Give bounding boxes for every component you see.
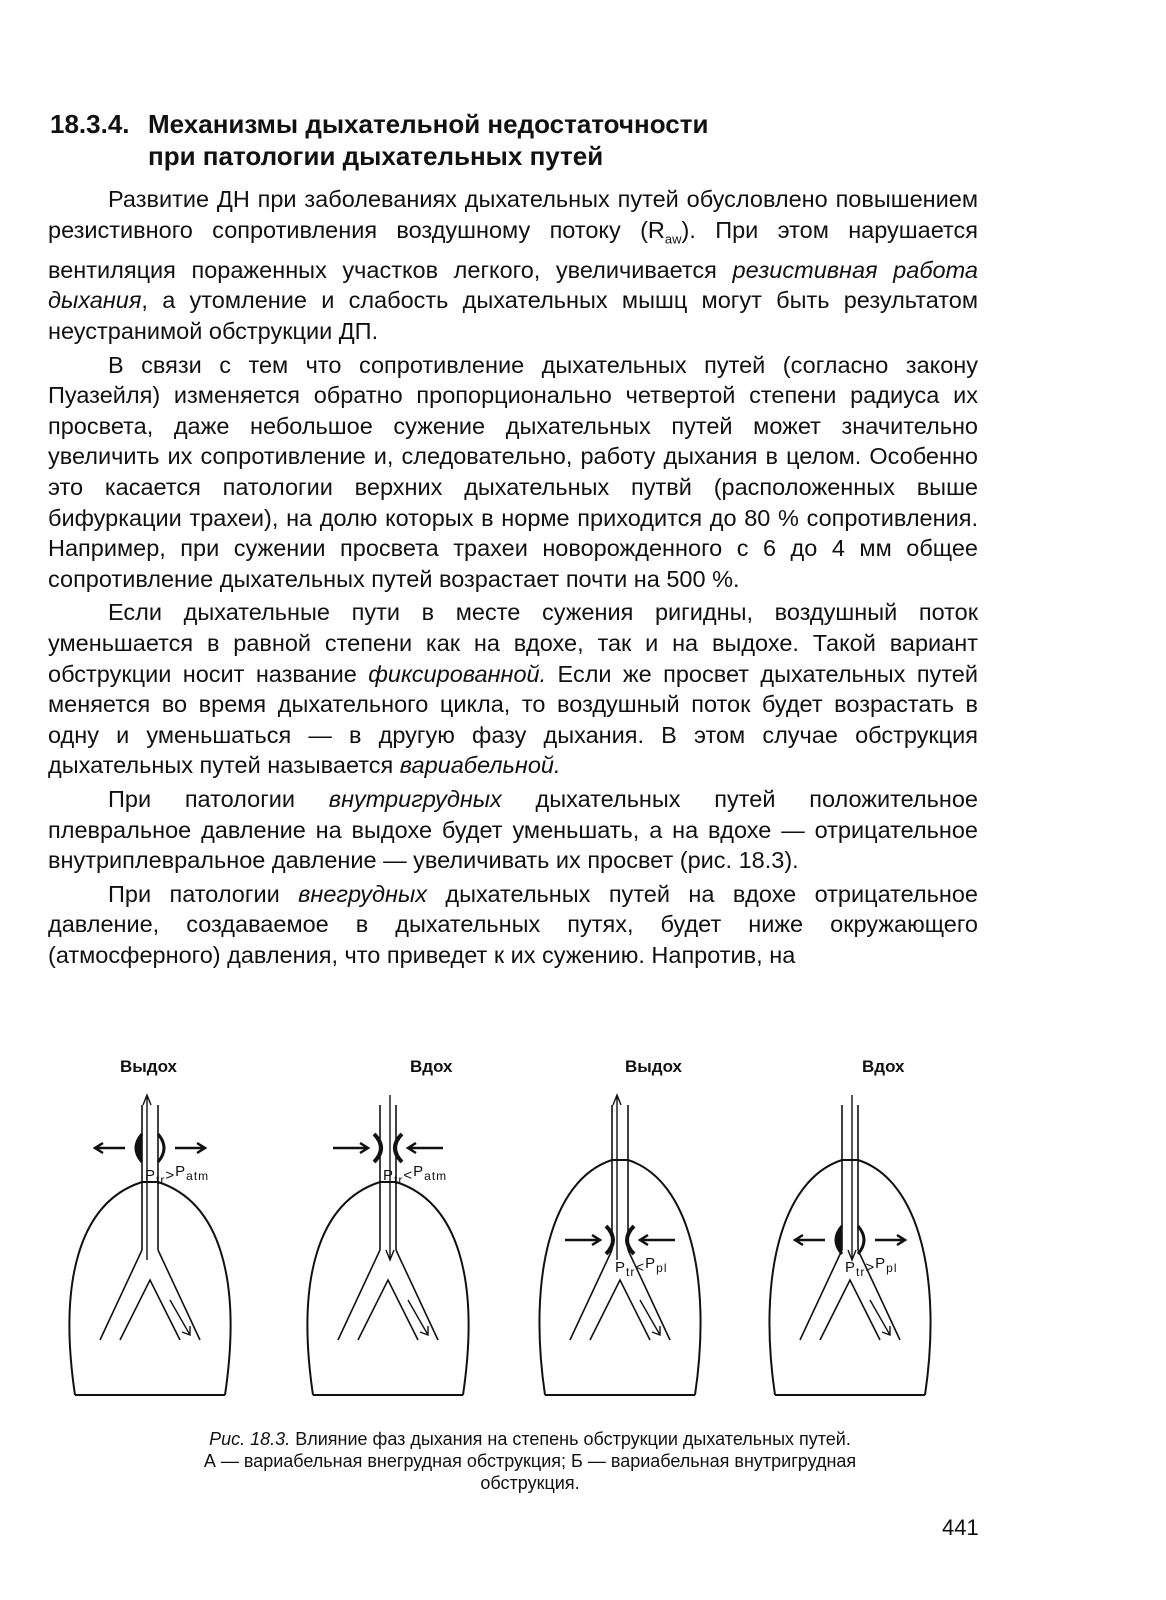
pressure-label [145, 1163, 209, 1187]
figure-panel [69, 1057, 230, 1395]
p-symbol: P [383, 1167, 395, 1184]
section-title-line2: при патологии дыхательных путей [148, 141, 604, 171]
pressure-label [845, 1255, 897, 1279]
text-run: дыхательных путей на вдохе отрицательное давление, создаваемое в дыхательных путях, будет ниже окружающего (атмосферного) давления, что приведет к их сужению. Напротив, на [48, 880, 978, 968]
italic-term: резистивная работа дыхания [48, 256, 978, 314]
p-symbol: P [145, 1167, 157, 1184]
p-symbol: P [875, 1255, 887, 1272]
p-subscript: pl [886, 1261, 898, 1275]
widening-wall [858, 1226, 864, 1254]
caption-lead: Рис. 18.3. [209, 1429, 291, 1449]
paragraph [48, 784, 978, 876]
figure-drawing [80, 1050, 980, 1410]
body-text [48, 184, 978, 974]
figure-panel [307, 1057, 468, 1395]
outward-arrow [795, 1235, 825, 1245]
page-number: 441 [942, 1515, 979, 1540]
p-subscript: tr [626, 1265, 636, 1279]
outward-arrow [175, 1143, 205, 1153]
lung-outline [69, 1182, 230, 1395]
pressure-label [615, 1255, 667, 1279]
bronchi-inner [820, 1280, 880, 1340]
lung-outline [307, 1182, 468, 1395]
narrowing-wall [395, 1134, 402, 1162]
p-subscript: tr [156, 1173, 166, 1187]
italic-term: фиксированной. [368, 660, 547, 687]
p-operator: < [403, 1167, 414, 1184]
p-subscript: atm [186, 1169, 210, 1183]
phase-label: Выдох [625, 1057, 683, 1076]
outward-arrow [95, 1143, 125, 1153]
p-symbol: P [845, 1259, 857, 1276]
figure-panel [539, 1057, 700, 1395]
figure-panel [769, 1057, 930, 1395]
p-operator: > [865, 1259, 876, 1276]
paragraph [48, 879, 978, 971]
p-subscript: tr [856, 1265, 866, 1279]
airflow-arrow [848, 1095, 856, 1260]
text-run: Развитие ДН при заболеваниях дыхательных путей обусловлено повышением резистивного сопротивления воздушному потоку (R [48, 186, 978, 243]
paragraph [48, 597, 978, 781]
text-run: При патологии [108, 785, 329, 812]
inward-arrow [333, 1143, 368, 1153]
bronchial-flow-arrow [640, 1300, 660, 1335]
subscript: aw [664, 231, 682, 247]
p-subscript: pl [656, 1261, 668, 1275]
inward-arrow [565, 1235, 600, 1245]
widening-wall [136, 1134, 142, 1162]
bronchi-inner [590, 1280, 650, 1340]
text-run: ). При этом нарушается вентиляция пораженных участков легкого, увеличивается [48, 216, 978, 283]
outward-arrow [875, 1235, 905, 1245]
widening-wall [836, 1226, 842, 1254]
pressure-label [383, 1163, 447, 1187]
p-operator: > [165, 1167, 176, 1184]
section-number: 18.3.4. [50, 109, 130, 139]
widening-wall [158, 1134, 164, 1162]
section-heading [50, 108, 950, 172]
inward-arrow [408, 1143, 443, 1153]
lung-outline [769, 1160, 930, 1395]
phase-label: Вдох [410, 1057, 453, 1076]
figure-18-3 [80, 1050, 980, 1410]
text-run: При патологии [108, 880, 299, 907]
lung-outline [539, 1160, 700, 1395]
phase-label: Выдох [120, 1057, 178, 1076]
caption-line2: А — вариабельная внегрудная обструкция; Б — вариабельная внутригрудная [203, 1451, 857, 1471]
italic-term: внутригрудных [328, 785, 502, 812]
narrowing-wall [606, 1226, 613, 1254]
bronchial-flow-arrow [408, 1300, 428, 1335]
p-operator: < [635, 1259, 646, 1276]
caption-line1: Влияние фаз дыхания на степень обструкции дыхательных путей. [290, 1429, 851, 1449]
text-run: дыхательных путей положительное плевральное давление на выдохе будет уменьшать, а на вдохе — отрицательное внутриплевральное давление — увеличивать их просвет (рис. 18.3). [48, 785, 978, 874]
p-symbol: P [645, 1255, 657, 1272]
phase-label: Вдох [862, 1057, 905, 1076]
paragraph [48, 350, 978, 595]
bronchial-flow-arrow [870, 1300, 890, 1335]
inward-arrow [640, 1235, 675, 1245]
narrowing-wall [627, 1226, 634, 1254]
text-run: , а утомление и слабость дыхательных мышц могут быть результатом неустранимой обструкции ДП. [48, 287, 978, 345]
text-run: В связи с тем что сопротивление дыхательных путей (согласно закону Пуазейля) изменяется обратно пропорционально четвертой степени радиуса их просвета, даже небольшое сужение дыхательных путей может значительно увеличить их сопротивление и, следовательно, работу дыхания в целом. Особенно это касается патологии верхних дыхательных путвй (расположенных выше бифуркации трахеи), на долю которых в норме приходится до 80 % сопротивления. Например, при сужении просвета трахеи новорожденного с 6 до 4 мм общее сопротивление дыхательных путей возрастает почти на 500 %. [48, 351, 978, 592]
bronchi-inner [120, 1280, 180, 1340]
narrowing-wall [374, 1134, 381, 1162]
text-run: Если дыхательные пути в месте сужения ригидны, воздушный поток уменьшается в равной степени как на вдохе, так и на выдохе. Такой вариант обструкции носит название [48, 599, 978, 687]
bronchi-inner [358, 1280, 418, 1340]
p-subscript: atm [424, 1169, 448, 1183]
italic-term: внегрудных [298, 880, 427, 907]
paragraph [48, 184, 978, 347]
italic-term: вариабельной. [399, 752, 561, 779]
caption-line3: обструкция. [480, 1473, 580, 1493]
p-subscript: tr [394, 1173, 404, 1187]
p-symbol: P [413, 1163, 425, 1180]
p-symbol: P [615, 1259, 627, 1276]
p-symbol: P [175, 1163, 187, 1180]
figure-caption [60, 1428, 1000, 1494]
section-title-line1: Механизмы дыхательной недостаточности [148, 109, 709, 139]
bronchial-flow-arrow [170, 1300, 190, 1335]
text-run: Если же просвет дыхательных путей меняется во время дыхательного цикла, то воздушный поток будет возрастать в одну и уменьшаться — в другую фазу дыхания. В этом случае обструкция дыхательных путей называется [48, 660, 978, 779]
